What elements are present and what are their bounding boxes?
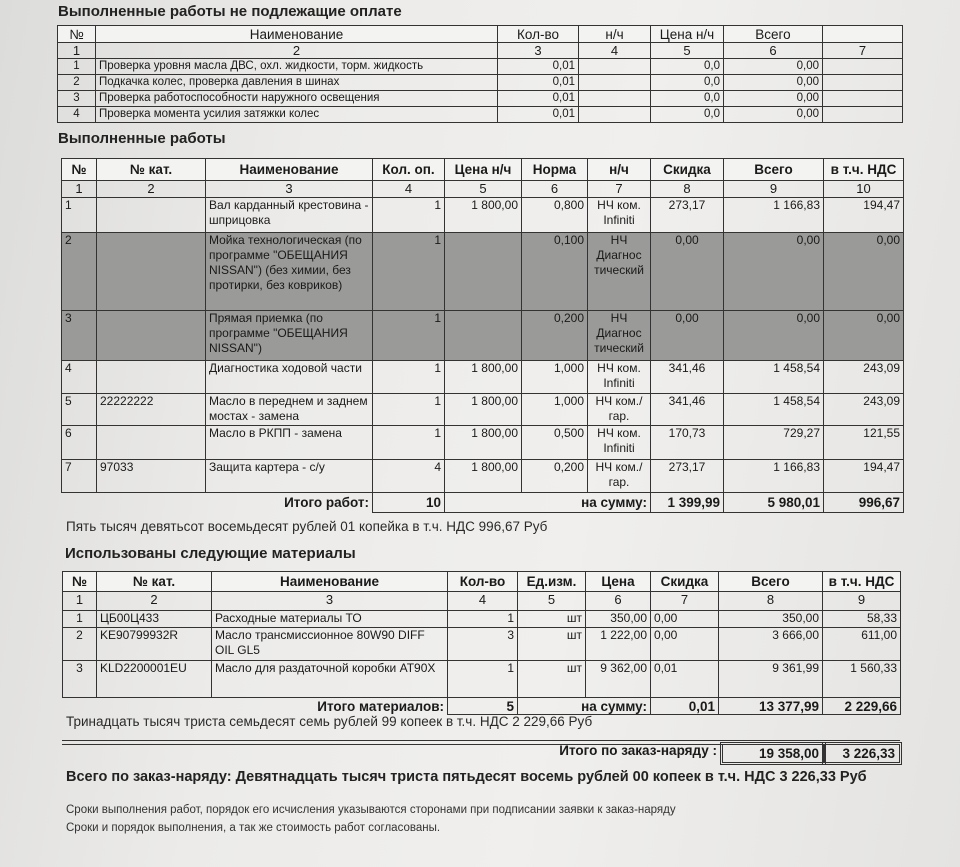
table-cell: 1 222,00 [586,628,651,661]
works-total-in-words: Пять тысяч девятьсот восемьдесят рублей 01 копейка в т.ч. НДС 996,67 Руб [66,519,548,534]
table-cell: 1 800,00 [445,460,522,493]
works-table [61,158,904,513]
unpaid-works-title: Выполненные работы не подлежащие оплате [58,3,402,20]
table-cell: 3 [62,311,97,361]
column-header: Наименование [206,159,373,181]
total-label: Итого материалов: [317,698,444,714]
table-cell: 1 [448,661,518,698]
table-cell: 0,00 [724,75,823,91]
table-cell: 1 [373,394,445,426]
column-number: 8 [719,592,823,611]
table-cell: 1 [58,59,96,75]
table-cell: 0,01 [651,661,719,698]
column-header: Наименование [212,572,448,592]
column-number: 2 [97,181,206,198]
table-cell: 1 560,33 [823,661,901,698]
table-row [62,361,904,394]
column-number: 7 [588,181,651,198]
table-cell: 0,00 [651,233,724,311]
total-row [62,493,904,513]
table-cell [823,75,903,91]
table-cell: 0,00 [724,91,823,107]
column-header: Всего [724,26,823,43]
column-header: н/ч [588,159,651,181]
table-cell: НЧ ком./гар. [588,460,651,493]
total-quantity: 5 [448,698,518,715]
table-cell: 2 [63,628,97,661]
table-cell: 1 [373,361,445,394]
table-cell: 4 [58,107,96,123]
column-number: 8 [651,181,724,198]
table-cell [579,75,651,91]
works-title: Выполненные работы [58,130,226,147]
table-cell: 0,0 [651,75,724,91]
table-cell: 3 [448,628,518,661]
table-cell: 2 [62,233,97,311]
column-number-row [62,181,904,198]
unpaid-works-table [57,25,903,123]
column-header: № кат. [97,159,206,181]
table-cell: 1 166,83 [724,460,824,493]
total-discount: 0,01 [651,698,719,715]
table-cell: 0,00 [724,233,824,311]
table-row [63,611,901,628]
table-cell: 0,00 [724,107,823,123]
column-number: 5 [445,181,522,198]
column-header: Ед.изм. [518,572,586,592]
header-row [62,159,904,181]
header-row [58,26,903,43]
table-cell: 341,46 [651,361,724,394]
table-cell: 1 800,00 [445,426,522,460]
table-cell: 1 458,54 [724,394,824,426]
table-cell: НЧ Диагнос тический [588,233,651,311]
table-cell: 0,0 [651,59,724,75]
table-row [62,426,904,460]
table-cell: 350,00 [719,611,823,628]
table-cell: 0,01 [498,75,579,91]
table-cell: 0,01 [498,107,579,123]
table-cell: 1 800,00 [445,361,522,394]
column-number: 7 [823,43,903,59]
table-cell [97,198,206,233]
table-cell: 3 [58,91,96,107]
total-sum: 5 980,01 [724,493,824,513]
table-cell: 121,55 [824,426,904,460]
table-cell: 1 [62,198,97,233]
table-cell [445,233,522,311]
footer-note-1: Сроки выполнения работ, порядок его исчисления указываются сторонами при подписании заявки к заказ-наряду [66,804,676,816]
column-number: 2 [96,43,498,59]
table-cell: Проверка уровня масла ДВС, охл. жидкости, торм. жидкость [96,59,498,75]
materials-title: Использованы следующие материалы [65,545,356,562]
column-header: № [63,572,97,592]
column-number: 6 [586,592,651,611]
column-number: 1 [63,592,97,611]
table-cell: 1 [373,311,445,361]
column-header: Цена [586,572,651,592]
column-number: 9 [724,181,824,198]
table-cell [97,426,206,460]
column-header: Наименование [96,26,498,43]
table-cell: 0,00 [651,611,719,628]
table-cell [579,59,651,75]
order-total-sum: 19 358,00 [720,742,826,765]
table-cell: 22222222 [97,394,206,426]
table-row [62,198,904,233]
table-cell: Масло трансмиссионное 80W90 DIFF OIL GL5 [212,628,448,661]
column-number: 5 [651,43,724,59]
table-cell: 350,00 [586,611,651,628]
table-cell: 0,01 [498,59,579,75]
column-header: в т.ч. НДС [824,159,904,181]
table-cell: 0,00 [824,311,904,361]
total-label: Итого работ: [284,495,369,511]
total-quantity: 10 [373,493,445,513]
table-cell: 1,000 [522,361,588,394]
table-cell: 1 [448,611,518,628]
table-cell [579,107,651,123]
table-cell: Защита картера - с/у [206,460,373,493]
table-cell [97,361,206,394]
total-row [63,698,901,715]
table-cell: шт [518,628,586,661]
table-row [58,107,903,123]
column-number: 4 [373,181,445,198]
table-cell: 0,0 [651,91,724,107]
total-sum-label: на сумму: [445,493,651,513]
table-cell: НЧ ком. Infiniti [588,426,651,460]
table-cell: KE90799932R [97,628,212,661]
table-cell: 0,200 [522,311,588,361]
table-cell: 3 [63,661,97,698]
table-cell: 1 [373,233,445,311]
column-number: 9 [823,592,901,611]
materials-table [62,571,901,715]
table-cell [579,91,651,107]
table-cell: Диагностика ходовой части [206,361,373,394]
column-header: в т.ч. НДС [823,572,901,592]
column-number: 4 [448,592,518,611]
table-cell: 0,00 [724,59,823,75]
table-cell: Подкачка колес, проверка давления в шинах [96,75,498,91]
table-cell: KLD2200001EU [97,661,212,698]
total-sum: 13 377,99 [719,698,823,715]
table-cell: 1,000 [522,394,588,426]
column-header: Норма [522,159,588,181]
table-cell: ЦБ00Ц433 [97,611,212,628]
table-cell: Мойка технологическая (по программе "ОБЕЩАНИЯ NISSAN") (без химии, без протирки, без ковриков) [206,233,373,311]
column-header: Скидка [651,572,719,592]
table-cell [97,311,206,361]
table-cell [823,91,903,107]
table-cell: 1 [63,611,97,628]
column-number: 6 [522,181,588,198]
table-cell: 194,47 [824,198,904,233]
materials-total-in-words: Тринадцать тысяч триста семьдесят семь рублей 99 копеек в т.ч. НДС 2 229,66 Руб [66,714,593,729]
table-cell [97,233,206,311]
table-row [62,460,904,493]
table-cell: 243,09 [824,361,904,394]
total-sum-label: на сумму: [518,698,651,715]
column-header: Всего [724,159,824,181]
table-cell: 2 [58,75,96,91]
table-cell: 4 [62,361,97,394]
table-cell [823,107,903,123]
table-cell: 1 166,83 [724,198,824,233]
table-cell: 6 [62,426,97,460]
table-cell: Масло в переднем и заднем мостах - замена [206,394,373,426]
column-header: Кол. оп. [373,159,445,181]
table-cell: 0,800 [522,198,588,233]
column-header: Кол-во [498,26,579,43]
table-row [62,394,904,426]
column-header: Цена н/ч [445,159,522,181]
column-number-row [63,592,901,611]
table-cell: Масло для раздаточной коробки AT90X [212,661,448,698]
table-cell: 4 [373,460,445,493]
table-cell [445,311,522,361]
table-cell: 0,100 [522,233,588,311]
table-cell: 273,17 [651,198,724,233]
order-total-label: Итого по заказ-наряду : [559,743,717,758]
column-header: н/ч [579,26,651,43]
table-cell: Вал карданный крестовина - шприцовка [206,198,373,233]
table-cell: 611,00 [823,628,901,661]
table-cell: 3 666,00 [719,628,823,661]
table-cell: 1 800,00 [445,198,522,233]
column-header: Цена н/ч [651,26,724,43]
column-number: 6 [724,43,823,59]
column-header: Всего [719,572,823,592]
table-cell: 170,73 [651,426,724,460]
total-vat: 2 229,66 [823,698,901,715]
order-total-vat: 3 226,33 [822,742,902,765]
column-number: 10 [824,181,904,198]
table-cell: 58,33 [823,611,901,628]
column-number: 3 [206,181,373,198]
table-cell: 9 361,99 [719,661,823,698]
column-number: 2 [97,592,212,611]
column-number: 5 [518,592,586,611]
table-row [62,233,904,311]
table-cell: шт [518,661,586,698]
table-cell: НЧ ком. Infiniti [588,198,651,233]
column-header: Скидка [651,159,724,181]
footer-note-2: Сроки и порядок выполнения, а так же стоимость работ согласованы. [66,822,441,834]
table-cell [823,59,903,75]
table-row [62,311,904,361]
table-row [58,59,903,75]
table-cell: НЧ ком. Infiniti [588,361,651,394]
table-cell: 1 [373,198,445,233]
table-cell: 0,00 [651,628,719,661]
table-row [58,75,903,91]
total-vat: 996,67 [824,493,904,513]
column-header: № кат. [97,572,212,592]
column-number: 1 [62,181,97,198]
table-cell: 0,00 [824,233,904,311]
table-cell: 0,01 [498,91,579,107]
table-cell: Масло в РКПП - замена [206,426,373,460]
table-row [63,628,901,661]
table-cell: 194,47 [824,460,904,493]
header-row [63,572,901,592]
table-cell: шт [518,611,586,628]
column-number: 3 [498,43,579,59]
column-number-row [58,43,903,59]
table-cell: 273,17 [651,460,724,493]
table-cell: 243,09 [824,394,904,426]
table-cell: 9 362,00 [586,661,651,698]
table-cell: Расходные материалы ТО [212,611,448,628]
column-header: № [62,159,97,181]
table-cell: 1 458,54 [724,361,824,394]
table-cell: НЧ Диагнос тический [588,311,651,361]
table-cell: 0,00 [651,311,724,361]
table-cell: 1 [373,426,445,460]
column-header: Кол-во [448,572,518,592]
table-cell: 5 [62,394,97,426]
column-number: 4 [579,43,651,59]
column-number: 1 [58,43,96,59]
table-cell: 729,27 [724,426,824,460]
grand-total-in-words: Всего по заказ-наряду: Девятнадцать тысяч триста пятьдесят восемь рублей 00 копеек в т.ч. НДС 3 226,33 Руб [66,769,867,785]
table-cell: 0,0 [651,107,724,123]
column-number: 7 [651,592,719,611]
table-row [58,91,903,107]
table-cell: 0,500 [522,426,588,460]
table-cell: 341,46 [651,394,724,426]
table-cell: 1 800,00 [445,394,522,426]
table-cell: 7 [62,460,97,493]
table-cell: 0,00 [724,311,824,361]
column-header: № [58,26,96,43]
column-number: 3 [212,592,448,611]
table-cell: Проверка момента усилия затяжки колес [96,107,498,123]
table-cell: НЧ ком./гар. [588,394,651,426]
column-header [823,26,903,43]
table-cell: Прямая приемка (по программе "ОБЕЩАНИЯ NISSAN") [206,311,373,361]
total-discount: 1 399,99 [651,493,724,513]
table-cell: Проверка работоспособности наружного освещения [96,91,498,107]
table-cell: 0,200 [522,460,588,493]
table-cell: 97033 [97,460,206,493]
table-row [63,661,901,698]
